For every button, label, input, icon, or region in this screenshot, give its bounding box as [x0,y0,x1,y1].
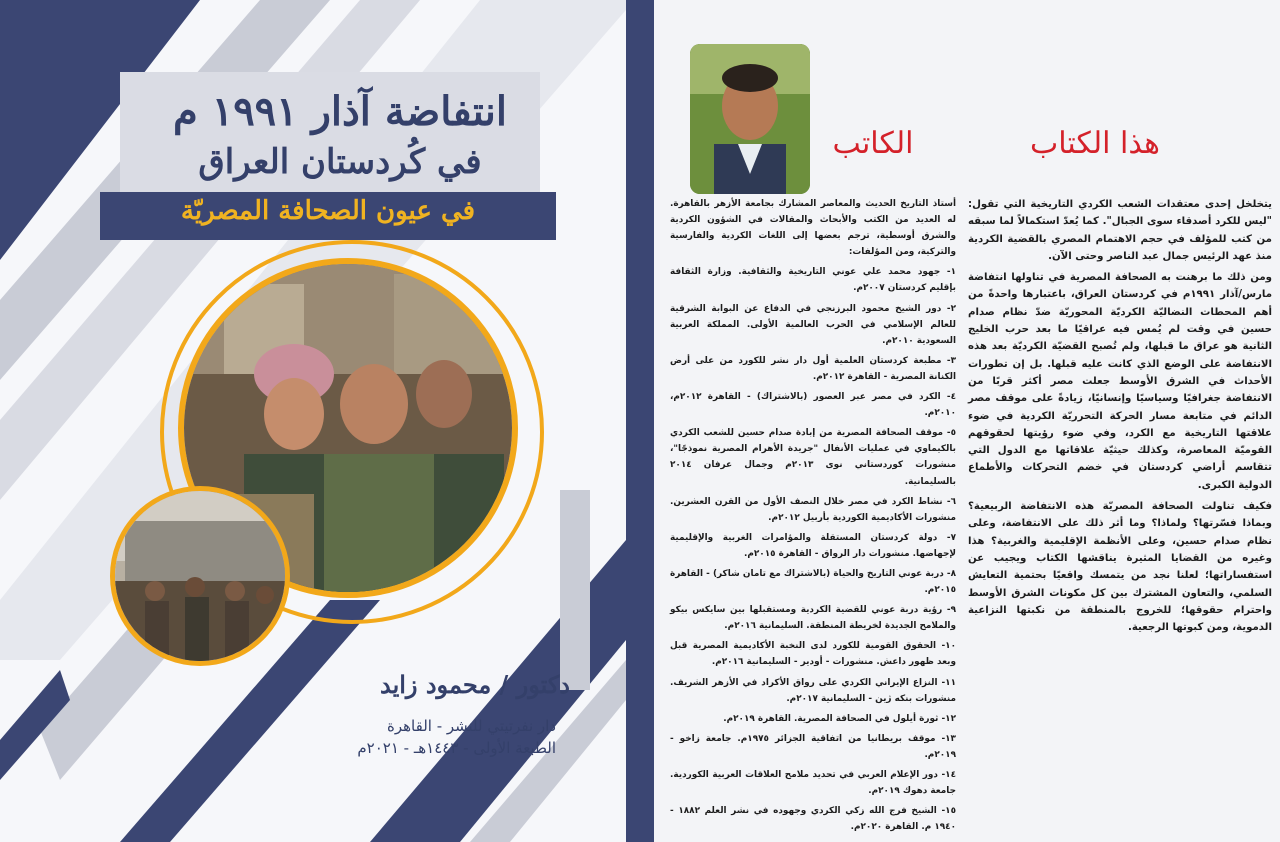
book-spine [626,0,654,842]
publisher-name: دار نفرتيتي للنشر - القاهرة [386,717,556,735]
publication-item: ٦- نشاط الكرد في مصر خلال النصف الأول من القرن العشرين. منشورات الأكاديمية الكوردية بأربيل ٢٠١٢م. [670,496,956,523]
book-title-line1: انتفاضة آذار ١٩٩١ م [173,88,507,135]
publication-item: ٣- مطبعة كردستان العلمية أول دار نشر للكورد من على أرض الكنانة المصرية - القاهرة ٢٠١٢م. [670,355,956,382]
publication-item: ١٠- الحقوق القومية للكورد لدى النخبة الأكاديمية المصرية قبل وبعد ظهور داعش. منشورات - أودير - السليمانية ٢٠١٦م. [670,641,956,668]
publication-item: ٤- الكرد في مصر عبر العصور (بالاشتراك) - القاهرة ٢٠١٢م، ٢٠١٠م. [670,392,956,419]
publication-item: ٧- دولة كردستان المستقلة والمؤامرات الغربية والإقليمية لإجهاضها. منشورات دار الرواق - القاهرة ٢٠١٥م. [670,532,956,559]
book-subtitle: في عيون الصحافة المصريّة [180,196,476,226]
cover-photo-crowd [110,486,290,666]
edition-info: الطبعة الأولى - ١٤٤٣هـ - ٢٠٢١م [357,739,556,757]
publication-item: ٩- رؤية دربة عوني للقضية الكردية ومستقبلها بين سايكس بيكو والملامح الجديدة لخريطة المنطقة. السليمانية ٢٠١٦م. [670,605,956,632]
author-bio: أستاذ التاريخ الحديث والمعاصر المشارك بجامعة الأزهر بالقاهرة. له العديد من الكتب والأبحاث والمقالات في الشؤون الكردية والشرق أوسطية، ترجم بعضها إلى اللغات الكردية والفارسية والتركية، ومن المؤلفات: [670,199,956,258]
publisher-info [330,715,556,759]
book-paragraph: ومن ذلك ما برهنت به الصحافة المصرية في تناولها انتفاضة مارس/آذار ١٩٩١م في كردستان العراق، باعتبارها واحدةً من أهم المحطات النضاليّة الكرديّة المحوريّة ضدّ نظام صدام حسين في وقت لم يُمس فيه عراقيًا ما بعد حرب الخليج الثانية هو عراق ما قبلها، ولم تُصبح القضيّة الكرديّة بعد هذه الانتفاضة على الوضع الذي كانت عليه قبلها. بل إن تطورات الأحداث في الشرق الأوسط جعلت مصر أكثر قربًا من الانتفاضة جغرافيًا وسياسيًا وإنسانيًا، زيادةً على موقف مصر الدائم في متابعة مسار الحركة التحرريّة الكردية في ضوء علاقتها التاريخية مع الكرد، وفي ضوء رؤيتها لحقوقهم القوميّة المعاصرة، وكذلك حيثيّة علاقاتها مع الدول التي تتقاسم أراضي كردستان في خضم التحركات والأطماع الدولية الكبرى. [968,272,1272,491]
cover-author-name: دكتور / محمود زايد [379,670,570,699]
book-paragraph: يتخلخل إحدى معتقدات الشعب الكردي التاريخية التي تقول: "ليس للكرد أصدقاء سوى الجبال". كما يُعدّ استكمالاً لما سبقه من كتب للمؤلف في حجم الاهتمام المصري بالقضية الكردية منذ عهد الرئيس جمال عبد الناصر وحتى الآن. [968,199,1272,262]
heading-this-book: هذا الكتاب [1030,126,1160,161]
publication-item: ٥- موقف الصحافة المصرية من إبادة صدام حسين للشعب الكردي بالكيماوي في عمليات الأنفال "جريدة الأهرام المصرية نموذجًا"، منشورات كوردستاني نوى ٢٠١٣م وجمال عرفان ٢٠١٤ بالسليمانية. [670,428,956,487]
author-portrait [690,44,810,194]
publication-item: ٢- دور الشيخ محمود البرزنجي في الدفاع عن البوابة الشرقية للعالم الإسلامي في الحرب العالمية الأولى. المملكة العربية السعودية ٢٠١٠م. [670,303,956,346]
about-book-text [968,196,1272,640]
front-cover [0,0,626,842]
publication-item: ١٥- الشيخ فرج الله زكي الكردي وجهوده في نشر العلم ١٨٨٢ - ١٩٤٠ م. القاهرة ٢٠٢٠م. [670,806,956,833]
publication-item: ١١- النزاع الإيراني الكردي على رواق الأكراد في الأزهر الشريف. منشورات بنكه ژين - السليمانية ٢٠١٧م. [670,677,956,704]
heading-the-author: الكاتب [832,126,914,161]
book-title-line2: في كُردستان العراق [198,142,482,182]
about-author-text [670,196,956,839]
publication-item: ١- جهود محمد علي عوني التاريخية والثقافية. وزارة الثقافة بإقليم كردستان ٢٠٠٧م. [670,267,956,294]
publication-item: ١٤- دور الإعلام العربي في تحديد ملامح العلاقات العربية الكوردية. جامعة دهوك ٢٠١٩م. [670,770,956,797]
publication-item: ٨- دربة عوني التاريخ والحياة (بالاشتراك مع تامان شاكر) - القاهرة ٢٠١٥م. [670,568,956,596]
publication-item: ١٢- ثورة أيلول في الصحافة المصرية. القاهرة ٢٠١٩م. [723,713,956,724]
book-paragraph: فكيف تناولت الصحافة المصريّة هذه الانتفاضة الربيعية؟ وبماذا فسّرتها؟ ولماذا؟ وما أثر ذلك على الانتفاضة، وعلى نظام صدام حسين، وعلى الأنظمة الإقليمية والغربية؟ هذا وغيره من القضايا المثيرة يناقشها الكتاب ويجيب عن استفساراتها؛ لعلنا نجد من يتمسك واقعيًا بحتمية التعايش السلمي، والتعاون المشترك بين كل مكونات الشرق الأوسط واحترام حقوقها؛ للخروج بالمنطقة من نكبتها النزاعية الدموية، ومن كبوتها الرجعية. [968,501,1272,634]
publication-item: ١٣- موقف بريطانيا من اتفاقية الجزائر ١٩٧٥م. جامعة زاخو - ٢٠١٩م. [670,733,956,760]
